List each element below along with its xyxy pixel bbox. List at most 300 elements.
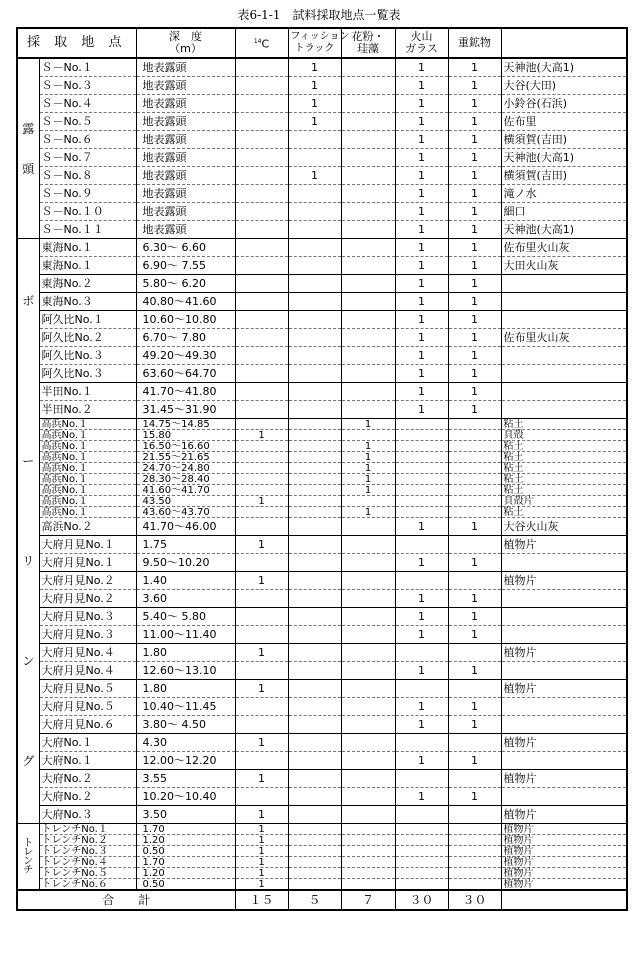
fission-track-cell: [288, 257, 341, 275]
depth-cell: 3.55: [136, 770, 235, 788]
note-cell: 貝殻: [501, 430, 627, 441]
fission-track-cell: [288, 441, 341, 452]
pollen-diatom-cell: [341, 221, 395, 239]
fission-track-cell: [288, 347, 341, 365]
heavy-minerals-cell: 1: [448, 131, 501, 149]
volcanic-glass-cell: [395, 868, 448, 879]
note-cell: 粘土: [501, 452, 627, 463]
heavy-minerals-cell: 1: [448, 293, 501, 311]
fission-track-cell: [288, 554, 341, 572]
site-cell: 大府月見No.５: [39, 698, 136, 716]
c14-cell: 1: [235, 572, 288, 590]
note-cell: [501, 698, 627, 716]
site-cell: 大府No.１: [39, 734, 136, 752]
table-row: [17, 474, 627, 485]
volcanic-glass-cell: [395, 770, 448, 788]
pollen-diatom-cell: 1: [341, 474, 395, 485]
pollen-diatom-cell: [341, 167, 395, 185]
c14-cell: 1: [235, 644, 288, 662]
depth-cell: 0.50: [136, 846, 235, 857]
c14-cell: [235, 257, 288, 275]
fission-track-cell: [288, 626, 341, 644]
note-cell: 植物片: [501, 824, 627, 835]
pollen-diatom-cell: [341, 644, 395, 662]
volcanic-glass-cell: [395, 824, 448, 835]
fission-track-cell: [288, 698, 341, 716]
table-row: [17, 239, 627, 257]
site-cell: 阿久比No.１: [39, 311, 136, 329]
header-location: 採 取 地 点: [17, 28, 136, 58]
volcanic-glass-cell: 1: [395, 77, 448, 95]
total-pollen-diatom: ７: [341, 890, 395, 910]
c14-cell: [235, 590, 288, 608]
fission-track-cell: [288, 463, 341, 474]
heavy-minerals-cell: [448, 452, 501, 463]
note-cell: 粘土: [501, 463, 627, 474]
volcanic-glass-cell: 1: [395, 167, 448, 185]
fission-track-cell: [288, 857, 341, 868]
pollen-diatom-cell: [341, 95, 395, 113]
site-cell: Ｓ－No.３: [39, 77, 136, 95]
pollen-diatom-cell: [341, 770, 395, 788]
note-cell: 滝ノ水: [501, 185, 627, 203]
heavy-minerals-cell: 1: [448, 113, 501, 131]
volcanic-glass-cell: 1: [395, 58, 448, 77]
c14-cell: [235, 716, 288, 734]
note-cell: [501, 401, 627, 419]
fission-track-cell: [288, 868, 341, 879]
depth-cell: 10.20～10.40: [136, 788, 235, 806]
table-row: [17, 441, 627, 452]
note-cell: [501, 752, 627, 770]
note-cell: 植物片: [501, 879, 627, 891]
heavy-minerals-cell: 1: [448, 311, 501, 329]
pollen-diatom-cell: [341, 293, 395, 311]
c14-cell: 1: [235, 846, 288, 857]
table-row: [17, 518, 627, 536]
c14-cell: [235, 441, 288, 452]
depth-cell: 地表露頭: [136, 77, 235, 95]
volcanic-glass-cell: 1: [395, 662, 448, 680]
pollen-diatom-cell: [341, 203, 395, 221]
pollen-diatom-cell: [341, 824, 395, 835]
heavy-minerals-cell: 1: [448, 626, 501, 644]
pollen-diatom-cell: 1: [341, 507, 395, 518]
depth-cell: 12.00～12.20: [136, 752, 235, 770]
fission-track-cell: [288, 752, 341, 770]
fission-track-cell: 1: [288, 77, 341, 95]
fission-track-cell: 1: [288, 167, 341, 185]
header-heavy-minerals: 重鉱物: [448, 28, 501, 58]
depth-cell: 28.30～28.40: [136, 474, 235, 485]
fission-track-cell: [288, 644, 341, 662]
table-row: [17, 806, 627, 824]
depth-cell: 1.80: [136, 644, 235, 662]
heavy-minerals-cell: [448, 644, 501, 662]
table-row: [17, 203, 627, 221]
fission-track-cell: [288, 401, 341, 419]
site-cell: トレンチNo.６: [39, 879, 136, 891]
site-cell: 大府月見No.３: [39, 626, 136, 644]
note-cell: 細口: [501, 203, 627, 221]
heavy-minerals-cell: 1: [448, 77, 501, 95]
depth-cell: 10.40～11.45: [136, 698, 235, 716]
c14-cell: 1: [235, 680, 288, 698]
site-cell: 高浜No.１: [39, 474, 136, 485]
volcanic-glass-cell: 1: [395, 554, 448, 572]
table-row: [17, 536, 627, 554]
note-cell: 粘土: [501, 474, 627, 485]
c14-cell: 1: [235, 824, 288, 835]
c14-cell: [235, 608, 288, 626]
table-body: [17, 58, 627, 890]
heavy-minerals-cell: 1: [448, 149, 501, 167]
pollen-diatom-cell: [341, 430, 395, 441]
heavy-minerals-cell: 1: [448, 365, 501, 383]
fission-track-cell: [288, 518, 341, 536]
volcanic-glass-cell: [395, 835, 448, 846]
volcanic-glass-cell: 1: [395, 221, 448, 239]
c14-cell: [235, 58, 288, 77]
pollen-diatom-cell: 1: [341, 441, 395, 452]
volcanic-glass-cell: 1: [395, 608, 448, 626]
table-row: [17, 644, 627, 662]
depth-cell: 1.40: [136, 572, 235, 590]
total-heavy-minerals: ３０: [448, 890, 501, 910]
c14-cell: [235, 554, 288, 572]
fission-track-cell: [288, 329, 341, 347]
table-row: [17, 430, 627, 441]
depth-cell: 1.20: [136, 835, 235, 846]
depth-cell: 6.30～ 6.60: [136, 239, 235, 257]
pollen-diatom-cell: [341, 788, 395, 806]
table-row: [17, 77, 627, 95]
site-cell: Ｓ－No.７: [39, 149, 136, 167]
fission-track-cell: [288, 293, 341, 311]
depth-cell: 41.70～46.00: [136, 518, 235, 536]
heavy-minerals-cell: 1: [448, 347, 501, 365]
fission-track-cell: [288, 185, 341, 203]
volcanic-glass-cell: 1: [395, 518, 448, 536]
c14-cell: [235, 131, 288, 149]
fission-track-cell: [288, 131, 341, 149]
table-row: [17, 680, 627, 698]
site-cell: 大府月見No.１: [39, 536, 136, 554]
pollen-diatom-cell: [341, 608, 395, 626]
pollen-diatom-cell: [341, 77, 395, 95]
table-row: [17, 185, 627, 203]
depth-cell: 5.80～ 6.20: [136, 275, 235, 293]
fission-track-cell: [288, 734, 341, 752]
c14-cell: 1: [235, 496, 288, 507]
table-row: [17, 419, 627, 430]
depth-cell: 地表露頭: [136, 131, 235, 149]
heavy-minerals-cell: [448, 474, 501, 485]
fission-track-cell: [288, 149, 341, 167]
heavy-minerals-cell: [448, 463, 501, 474]
table-row: [17, 149, 627, 167]
note-cell: 植物片: [501, 536, 627, 554]
heavy-minerals-cell: 1: [448, 275, 501, 293]
volcanic-glass-cell: 1: [395, 590, 448, 608]
site-cell: 大府月見No.５: [39, 680, 136, 698]
depth-cell: 21.55～21.65: [136, 452, 235, 463]
site-cell: 高浜No.１: [39, 507, 136, 518]
site-cell: 高浜No.１: [39, 441, 136, 452]
site-cell: トレンチNo.２: [39, 835, 136, 846]
table-row: [17, 846, 627, 857]
heavy-minerals-cell: [448, 419, 501, 430]
fission-track-cell: [288, 835, 341, 846]
note-cell: 植物片: [501, 806, 627, 824]
pollen-diatom-cell: 1: [341, 452, 395, 463]
table-row: [17, 221, 627, 239]
heavy-minerals-cell: [448, 770, 501, 788]
pollen-diatom-cell: [341, 846, 395, 857]
depth-cell: 16.50～16.60: [136, 441, 235, 452]
fission-track-cell: [288, 239, 341, 257]
pollen-diatom-cell: [341, 347, 395, 365]
pollen-diatom-cell: [341, 185, 395, 203]
header-notes: [501, 28, 627, 58]
site-cell: トレンチNo.３: [39, 846, 136, 857]
note-cell: 植物片: [501, 846, 627, 857]
pollen-diatom-cell: [341, 365, 395, 383]
c14-cell: 1: [235, 879, 288, 891]
note-cell: 植物片: [501, 680, 627, 698]
depth-cell: 6.70～ 7.80: [136, 329, 235, 347]
table-row: [17, 496, 627, 507]
fission-track-cell: [288, 474, 341, 485]
volcanic-glass-cell: 1: [395, 203, 448, 221]
note-cell: 植物片: [501, 734, 627, 752]
site-cell: Ｓ－No.６: [39, 131, 136, 149]
volcanic-glass-cell: 1: [395, 275, 448, 293]
note-cell: [501, 293, 627, 311]
table-row: [17, 167, 627, 185]
pollen-diatom-cell: [341, 58, 395, 77]
c14-cell: [235, 221, 288, 239]
total-notes: [501, 890, 627, 910]
pollen-diatom-cell: [341, 734, 395, 752]
note-cell: [501, 626, 627, 644]
c14-cell: [235, 167, 288, 185]
fission-track-cell: [288, 430, 341, 441]
heavy-minerals-cell: 1: [448, 752, 501, 770]
c14-cell: [235, 752, 288, 770]
volcanic-glass-cell: [395, 879, 448, 891]
volcanic-glass-cell: 1: [395, 788, 448, 806]
fission-track-cell: [288, 662, 341, 680]
heavy-minerals-cell: [448, 846, 501, 857]
fission-track-cell: [288, 419, 341, 430]
table-row: [17, 879, 627, 891]
site-cell: 大府月見No.６: [39, 716, 136, 734]
depth-cell: 40.80～41.60: [136, 293, 235, 311]
note-cell: [501, 554, 627, 572]
c14-cell: [235, 626, 288, 644]
table-row: [17, 113, 627, 131]
table-row: [17, 365, 627, 383]
volcanic-glass-cell: [395, 536, 448, 554]
note-cell: 佐布里火山灰: [501, 239, 627, 257]
heavy-minerals-cell: 1: [448, 401, 501, 419]
depth-cell: 地表露頭: [136, 167, 235, 185]
note-cell: 植物片: [501, 857, 627, 868]
volcanic-glass-cell: [395, 496, 448, 507]
site-cell: 大府月見No.１: [39, 554, 136, 572]
fission-track-cell: [288, 770, 341, 788]
heavy-minerals-cell: 1: [448, 518, 501, 536]
pollen-diatom-cell: [341, 496, 395, 507]
depth-cell: 1.70: [136, 824, 235, 835]
c14-cell: [235, 485, 288, 496]
total-row: [17, 890, 627, 910]
group-label: ト レ ン チ: [17, 824, 39, 891]
pollen-diatom-cell: [341, 590, 395, 608]
total-c14: １５: [235, 890, 288, 910]
table-row: [17, 329, 627, 347]
pollen-diatom-cell: [341, 149, 395, 167]
heavy-minerals-cell: 1: [448, 554, 501, 572]
c14-cell: [235, 662, 288, 680]
volcanic-glass-cell: 1: [395, 716, 448, 734]
c14-cell: 1: [235, 857, 288, 868]
site-cell: 大府月見No.４: [39, 644, 136, 662]
fission-track-cell: [288, 680, 341, 698]
pollen-diatom-cell: [341, 257, 395, 275]
site-cell: 大府No.３: [39, 806, 136, 824]
site-cell: 大府月見No.２: [39, 590, 136, 608]
note-cell: 粘土: [501, 419, 627, 430]
site-cell: 高浜No.１: [39, 419, 136, 430]
heavy-minerals-cell: [448, 441, 501, 452]
site-cell: 高浜No.１: [39, 430, 136, 441]
pollen-diatom-cell: [341, 626, 395, 644]
note-cell: [501, 590, 627, 608]
table-row: [17, 58, 627, 77]
pollen-diatom-cell: [341, 806, 395, 824]
header-depth: 深 度 （m）: [136, 28, 235, 58]
table-row: [17, 857, 627, 868]
fission-track-cell: 1: [288, 58, 341, 77]
c14-cell: [235, 329, 288, 347]
site-cell: 高浜No.２: [39, 518, 136, 536]
c14-cell: [235, 518, 288, 536]
site-cell: Ｓ－No.８: [39, 167, 136, 185]
volcanic-glass-cell: 1: [395, 95, 448, 113]
site-cell: Ｓ－No.１: [39, 58, 136, 77]
site-cell: 東海No.３: [39, 293, 136, 311]
pollen-diatom-cell: [341, 698, 395, 716]
note-cell: [501, 788, 627, 806]
depth-cell: 14.75～14.85: [136, 419, 235, 430]
c14-cell: [235, 347, 288, 365]
volcanic-glass-cell: [395, 485, 448, 496]
volcanic-glass-cell: 1: [395, 752, 448, 770]
fission-track-cell: [288, 536, 341, 554]
heavy-minerals-cell: [448, 734, 501, 752]
note-cell: 貝殻片: [501, 496, 627, 507]
c14-cell: 1: [235, 868, 288, 879]
volcanic-glass-cell: [395, 806, 448, 824]
site-cell: 阿久比No.３: [39, 347, 136, 365]
note-cell: [501, 383, 627, 401]
fission-track-cell: [288, 485, 341, 496]
pollen-diatom-cell: [341, 868, 395, 879]
site-cell: 東海No.１: [39, 239, 136, 257]
site-cell: トレンチNo.４: [39, 857, 136, 868]
depth-cell: 5.40～ 5.80: [136, 608, 235, 626]
site-cell: 高浜No.１: [39, 496, 136, 507]
heavy-minerals-cell: [448, 868, 501, 879]
depth-cell: 10.60～10.80: [136, 311, 235, 329]
heavy-minerals-cell: 1: [448, 167, 501, 185]
depth-cell: 41.60～41.70: [136, 485, 235, 496]
heavy-minerals-cell: [448, 536, 501, 554]
table-row: [17, 590, 627, 608]
c14-cell: [235, 113, 288, 131]
table-row: [17, 770, 627, 788]
c14-cell: [235, 419, 288, 430]
depth-cell: 15.80: [136, 430, 235, 441]
depth-cell: 地表露頭: [136, 203, 235, 221]
volcanic-glass-cell: 1: [395, 383, 448, 401]
header-volcanic-glass: 火山 ガラス: [395, 28, 448, 58]
heavy-minerals-cell: [448, 879, 501, 891]
note-cell: 植物片: [501, 770, 627, 788]
table-title: 表6-1-1 試料採取地点一覧表: [237, 8, 401, 22]
pollen-diatom-cell: [341, 752, 395, 770]
site-cell: 高浜No.１: [39, 452, 136, 463]
depth-cell: 49.20～49.30: [136, 347, 235, 365]
volcanic-glass-cell: [395, 430, 448, 441]
pollen-diatom-cell: [341, 131, 395, 149]
table-row: [17, 131, 627, 149]
table-row: [17, 452, 627, 463]
note-cell: 粘土: [501, 441, 627, 452]
depth-cell: 地表露頭: [136, 95, 235, 113]
pollen-diatom-cell: [341, 536, 395, 554]
volcanic-glass-cell: 1: [395, 347, 448, 365]
fission-track-cell: [288, 507, 341, 518]
volcanic-glass-cell: 1: [395, 626, 448, 644]
c14-cell: [235, 452, 288, 463]
table-row: [17, 485, 627, 496]
fission-track-cell: [288, 608, 341, 626]
note-cell: 横須賀(吉田): [501, 167, 627, 185]
pollen-diatom-cell: [341, 275, 395, 293]
depth-cell: 地表露頭: [136, 185, 235, 203]
fission-track-cell: [288, 452, 341, 463]
total-volcanic-glass: ３０: [395, 890, 448, 910]
heavy-minerals-cell: [448, 430, 501, 441]
c14-cell: 1: [235, 835, 288, 846]
pollen-diatom-cell: [341, 680, 395, 698]
fission-track-cell: [288, 383, 341, 401]
pollen-diatom-cell: [341, 554, 395, 572]
depth-cell: 9.50～10.20: [136, 554, 235, 572]
site-cell: Ｓ－No.９: [39, 185, 136, 203]
depth-cell: 43.50: [136, 496, 235, 507]
volcanic-glass-cell: [395, 463, 448, 474]
table-row: [17, 608, 627, 626]
heavy-minerals-cell: 1: [448, 716, 501, 734]
fission-track-cell: 1: [288, 95, 341, 113]
depth-cell: 6.90～ 7.55: [136, 257, 235, 275]
group-label: 露 頭: [17, 58, 39, 239]
table-row: [17, 716, 627, 734]
